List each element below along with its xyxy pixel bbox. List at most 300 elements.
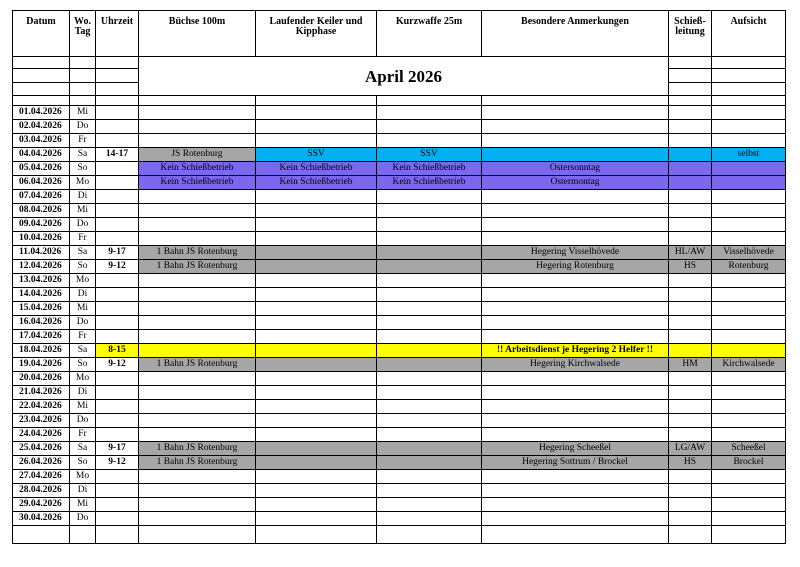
buechse-cell: 1 Bahn JS Rotenburg [139, 456, 256, 470]
keiler-cell: Kein Schießbetrieb [256, 176, 377, 190]
time-cell [96, 106, 139, 120]
schiessleitung-cell: HS [669, 260, 712, 274]
table-row [13, 176, 786, 190]
time-cell [96, 330, 139, 344]
schiessleitung-cell [669, 372, 712, 386]
time-cell: 9-17 [96, 442, 139, 456]
buechse-cell [139, 106, 256, 120]
date-cell: 02.04.2026 [13, 120, 70, 134]
time-cell: 9-17 [96, 246, 139, 260]
note-cell [482, 288, 669, 302]
keiler-cell [256, 204, 377, 218]
table-row [13, 232, 786, 246]
time-cell [96, 176, 139, 190]
day-cell: So [70, 260, 96, 274]
date-cell: 10.04.2026 [13, 232, 70, 246]
empty-cell [70, 526, 96, 544]
header-uhrzeit: Uhrzeit [96, 11, 139, 57]
schiessleitung-cell: HS [669, 456, 712, 470]
day-cell: Sa [70, 148, 96, 162]
note-cell [482, 316, 669, 330]
time-cell [96, 120, 139, 134]
schiessleitung-cell [669, 400, 712, 414]
date-cell: 17.04.2026 [13, 330, 70, 344]
table-row [13, 512, 786, 526]
buechse-cell: JS Rotenburg [139, 148, 256, 162]
table-row [13, 428, 786, 442]
day-cell: Sa [70, 344, 96, 358]
header-datum: Datum [13, 11, 70, 57]
aufsicht-cell [712, 386, 786, 400]
kurzwaffe-cell [377, 274, 482, 288]
time-cell [96, 400, 139, 414]
note-cell [482, 330, 669, 344]
schiessleitung-cell [669, 176, 712, 190]
keiler-cell [256, 190, 377, 204]
buechse-cell [139, 120, 256, 134]
schiessleitung-cell [669, 190, 712, 204]
keiler-cell [256, 456, 377, 470]
buechse-cell [139, 512, 256, 526]
kurzwaffe-cell [377, 218, 482, 232]
day-cell: Mi [70, 204, 96, 218]
time-cell: 9-12 [96, 456, 139, 470]
schiessleitung-cell: LG/AW [669, 442, 712, 456]
keiler-cell [256, 386, 377, 400]
time-cell [96, 414, 139, 428]
date-cell: 11.04.2026 [13, 246, 70, 260]
kurzwaffe-cell [377, 190, 482, 204]
kurzwaffe-cell [377, 232, 482, 246]
buechse-cell [139, 288, 256, 302]
table-row [13, 498, 786, 512]
date-cell: 15.04.2026 [13, 302, 70, 316]
day-cell: Fr [70, 134, 96, 148]
keiler-cell [256, 344, 377, 358]
time-cell [96, 372, 139, 386]
table-row [13, 456, 786, 470]
day-cell: Do [70, 414, 96, 428]
keiler-cell [256, 246, 377, 260]
day-cell: Do [70, 218, 96, 232]
buechse-cell [139, 414, 256, 428]
month-title: April 2026 [139, 57, 669, 96]
schiessleitung-cell [669, 414, 712, 428]
day-cell: So [70, 456, 96, 470]
kurzwaffe-cell [377, 372, 482, 386]
note-cell [482, 372, 669, 386]
note-cell: Ostersonntag [482, 162, 669, 176]
aufsicht-cell [712, 190, 786, 204]
note-cell [482, 386, 669, 400]
buechse-cell [139, 372, 256, 386]
kurzwaffe-cell: SSV [377, 148, 482, 162]
schiessleitung-cell [669, 302, 712, 316]
kurzwaffe-cell [377, 442, 482, 456]
date-cell: 07.04.2026 [13, 190, 70, 204]
note-cell: Hegering Rotenburg [482, 260, 669, 274]
note-cell [482, 302, 669, 316]
time-cell [96, 498, 139, 512]
date-cell: 05.04.2026 [13, 162, 70, 176]
aufsicht-cell [712, 372, 786, 386]
keiler-cell [256, 358, 377, 372]
buechse-cell: Kein Schießbetrieb [139, 176, 256, 190]
date-cell: 14.04.2026 [13, 288, 70, 302]
day-cell: So [70, 162, 96, 176]
note-cell [482, 190, 669, 204]
empty-cell [13, 526, 70, 544]
table-row [13, 372, 786, 386]
time-cell [96, 386, 139, 400]
schiessleitung-cell [669, 148, 712, 162]
aufsicht-cell [712, 288, 786, 302]
buechse-cell [139, 484, 256, 498]
kurzwaffe-cell [377, 456, 482, 470]
keiler-cell [256, 414, 377, 428]
empty-cell [669, 526, 712, 544]
keiler-cell: SSV [256, 148, 377, 162]
table-row [13, 400, 786, 414]
date-cell: 08.04.2026 [13, 204, 70, 218]
keiler-cell [256, 428, 377, 442]
date-cell: 29.04.2026 [13, 498, 70, 512]
day-cell: Fr [70, 330, 96, 344]
keiler-cell [256, 330, 377, 344]
day-cell: Mi [70, 498, 96, 512]
aufsicht-cell: Kirchwalsede [712, 358, 786, 372]
day-cell: So [70, 358, 96, 372]
table-row [13, 344, 786, 358]
day-cell: Mi [70, 106, 96, 120]
table-row [13, 106, 786, 120]
time-cell [96, 484, 139, 498]
header-schiessleitung: Schieß- leitung [669, 11, 712, 57]
aufsicht-cell [712, 232, 786, 246]
schiessleitung-cell [669, 218, 712, 232]
aufsicht-cell [712, 218, 786, 232]
date-cell: 01.04.2026 [13, 106, 70, 120]
header-keiler: Laufender Keiler und Kipphase [256, 11, 377, 57]
schiessleitung-cell: HL/AW [669, 246, 712, 260]
aufsicht-cell [712, 428, 786, 442]
table-row [13, 470, 786, 484]
kurzwaffe-cell [377, 134, 482, 148]
kurzwaffe-cell [377, 120, 482, 134]
aufsicht-cell [712, 120, 786, 134]
date-cell: 04.04.2026 [13, 148, 70, 162]
date-cell: 13.04.2026 [13, 274, 70, 288]
aufsicht-cell [712, 498, 786, 512]
buechse-cell [139, 134, 256, 148]
schiessleitung-cell [669, 134, 712, 148]
kurzwaffe-cell [377, 400, 482, 414]
buechse-cell [139, 274, 256, 288]
keiler-cell [256, 218, 377, 232]
table-row [13, 330, 786, 344]
time-cell: 8-15 [96, 344, 139, 358]
buechse-cell: Kein Schießbetrieb [139, 162, 256, 176]
table-row [13, 358, 786, 372]
buechse-cell: 1 Bahn JS Rotenburg [139, 358, 256, 372]
schiessleitung-cell [669, 386, 712, 400]
kurzwaffe-cell [377, 470, 482, 484]
empty-cell [256, 526, 377, 544]
table-row [13, 162, 786, 176]
note-cell [482, 428, 669, 442]
trailing-row [13, 526, 786, 544]
day-cell: Do [70, 512, 96, 526]
aufsicht-cell [712, 484, 786, 498]
aufsicht-cell [712, 512, 786, 526]
table-row [13, 246, 786, 260]
note-cell [482, 498, 669, 512]
buechse-cell [139, 302, 256, 316]
date-cell: 16.04.2026 [13, 316, 70, 330]
schiessleitung-cell [669, 484, 712, 498]
note-cell [482, 120, 669, 134]
time-cell [96, 470, 139, 484]
aufsicht-cell [712, 204, 786, 218]
buechse-cell: 1 Bahn JS Rotenburg [139, 246, 256, 260]
time-cell: 9-12 [96, 260, 139, 274]
keiler-cell [256, 134, 377, 148]
day-cell: Fr [70, 232, 96, 246]
kurzwaffe-cell [377, 246, 482, 260]
title-row [13, 57, 786, 69]
table-row [13, 302, 786, 316]
table-row [13, 274, 786, 288]
table-row [13, 218, 786, 232]
table-row [13, 190, 786, 204]
schiessleitung-cell [669, 162, 712, 176]
schiessleitung-cell [669, 232, 712, 246]
date-cell: 06.04.2026 [13, 176, 70, 190]
schiessleitung-cell: HM [669, 358, 712, 372]
table-row [13, 260, 786, 274]
kurzwaffe-cell: Kein Schießbetrieb [377, 162, 482, 176]
day-cell: Sa [70, 246, 96, 260]
time-cell [96, 274, 139, 288]
buechse-cell [139, 232, 256, 246]
empty-cell [712, 526, 786, 544]
schiessleitung-cell [669, 344, 712, 358]
date-cell: 22.04.2026 [13, 400, 70, 414]
note-cell: Ostermontag [482, 176, 669, 190]
time-cell [96, 218, 139, 232]
date-cell: 23.04.2026 [13, 414, 70, 428]
day-cell: Mo [70, 372, 96, 386]
table-row [13, 442, 786, 456]
kurzwaffe-cell [377, 344, 482, 358]
date-cell: 28.04.2026 [13, 484, 70, 498]
kurzwaffe-cell [377, 428, 482, 442]
schiessleitung-cell [669, 512, 712, 526]
day-cell: Mo [70, 274, 96, 288]
spacer-row [13, 96, 786, 106]
buechse-cell [139, 330, 256, 344]
keiler-cell [256, 372, 377, 386]
time-cell [96, 288, 139, 302]
note-cell [482, 512, 669, 526]
day-cell: Fr [70, 428, 96, 442]
note-cell: Hegering Visselhövede [482, 246, 669, 260]
table-row [13, 120, 786, 134]
schiessleitung-cell [669, 428, 712, 442]
schiessleitung-cell [669, 316, 712, 330]
date-cell: 19.04.2026 [13, 358, 70, 372]
buechse-cell [139, 470, 256, 484]
keiler-cell [256, 288, 377, 302]
kurzwaffe-cell [377, 330, 482, 344]
header-aufsicht: Aufsicht [712, 11, 786, 57]
buechse-cell [139, 316, 256, 330]
table-row [13, 204, 786, 218]
date-cell: 21.04.2026 [13, 386, 70, 400]
keiler-cell [256, 400, 377, 414]
aufsicht-cell: Visselhövede [712, 246, 786, 260]
buechse-cell [139, 204, 256, 218]
schiessleitung-cell [669, 274, 712, 288]
aufsicht-cell [712, 470, 786, 484]
table-row [13, 288, 786, 302]
kurzwaffe-cell [377, 484, 482, 498]
buechse-cell [139, 344, 256, 358]
day-cell: Mi [70, 302, 96, 316]
aufsicht-cell [712, 330, 786, 344]
kurzwaffe-cell [377, 260, 482, 274]
table-row [13, 148, 786, 162]
kurzwaffe-cell [377, 288, 482, 302]
empty-cell [377, 526, 482, 544]
schiessleitung-cell [669, 120, 712, 134]
empty-cell [482, 526, 669, 544]
time-cell [96, 302, 139, 316]
aufsicht-cell [712, 316, 786, 330]
aufsicht-cell [712, 176, 786, 190]
buechse-cell: 1 Bahn JS Rotenburg [139, 442, 256, 456]
kurzwaffe-cell [377, 358, 482, 372]
aufsicht-cell [712, 400, 786, 414]
table-row [13, 386, 786, 400]
keiler-cell [256, 498, 377, 512]
keiler-cell [256, 302, 377, 316]
day-cell: Mi [70, 400, 96, 414]
day-cell: Di [70, 288, 96, 302]
schiessleitung-cell [669, 470, 712, 484]
date-cell: 30.04.2026 [13, 512, 70, 526]
time-cell [96, 162, 139, 176]
table-row [13, 316, 786, 330]
note-cell [482, 400, 669, 414]
aufsicht-cell [712, 414, 786, 428]
kurzwaffe-cell [377, 302, 482, 316]
empty-cell [139, 526, 256, 544]
day-cell: Mo [70, 470, 96, 484]
keiler-cell [256, 442, 377, 456]
keiler-cell [256, 106, 377, 120]
day-cell: Di [70, 190, 96, 204]
time-cell [96, 316, 139, 330]
note-cell [482, 148, 669, 162]
note-cell [482, 204, 669, 218]
kurzwaffe-cell: Kein Schießbetrieb [377, 176, 482, 190]
day-cell: Do [70, 316, 96, 330]
note-cell: Hegering Sottrum / Brockel [482, 456, 669, 470]
note-cell [482, 274, 669, 288]
date-cell: 25.04.2026 [13, 442, 70, 456]
buechse-cell [139, 428, 256, 442]
kurzwaffe-cell [377, 414, 482, 428]
header-anmerkungen: Besondere Anmerkungen [482, 11, 669, 57]
keiler-cell [256, 260, 377, 274]
date-cell: 09.04.2026 [13, 218, 70, 232]
schiessleitung-cell [669, 106, 712, 120]
keiler-cell: Kein Schießbetrieb [256, 162, 377, 176]
buechse-cell [139, 190, 256, 204]
day-cell: Di [70, 484, 96, 498]
buechse-cell [139, 218, 256, 232]
date-cell: 20.04.2026 [13, 372, 70, 386]
aufsicht-cell: Rotenburg [712, 260, 786, 274]
day-cell: Di [70, 386, 96, 400]
header-wotag: Wo. Tag [70, 11, 96, 57]
time-cell: 14-17 [96, 148, 139, 162]
note-cell [482, 106, 669, 120]
kurzwaffe-cell [377, 386, 482, 400]
schiessleitung-cell [669, 330, 712, 344]
day-cell: Mo [70, 176, 96, 190]
time-cell: 9-12 [96, 358, 139, 372]
note-cell: !! Arbeitsdienst je Hegering 2 Helfer !! [482, 344, 669, 358]
note-cell: Hegering Kirchwalsede [482, 358, 669, 372]
header-row [13, 11, 786, 57]
keiler-cell [256, 316, 377, 330]
aufsicht-cell: selbst [712, 148, 786, 162]
day-cell: Sa [70, 442, 96, 456]
date-cell: 18.04.2026 [13, 344, 70, 358]
table-row [13, 134, 786, 148]
kurzwaffe-cell [377, 316, 482, 330]
date-cell: 24.04.2026 [13, 428, 70, 442]
keiler-cell [256, 484, 377, 498]
schedule-table [12, 10, 786, 544]
aufsicht-cell [712, 134, 786, 148]
date-cell: 03.04.2026 [13, 134, 70, 148]
header-kurzwaffe: Kurzwaffe 25m [377, 11, 482, 57]
day-cell: Do [70, 120, 96, 134]
empty-cell [96, 526, 139, 544]
keiler-cell [256, 120, 377, 134]
keiler-cell [256, 470, 377, 484]
date-cell: 26.04.2026 [13, 456, 70, 470]
aufsicht-cell [712, 344, 786, 358]
table-row [13, 484, 786, 498]
aufsicht-cell: Brockel [712, 456, 786, 470]
keiler-cell [256, 232, 377, 246]
kurzwaffe-cell [377, 204, 482, 218]
aufsicht-cell [712, 302, 786, 316]
keiler-cell [256, 512, 377, 526]
date-cell: 12.04.2026 [13, 260, 70, 274]
time-cell [96, 204, 139, 218]
buechse-cell [139, 498, 256, 512]
header-buechse: Büchse 100m [139, 11, 256, 57]
aufsicht-cell [712, 106, 786, 120]
note-cell [482, 232, 669, 246]
note-cell [482, 414, 669, 428]
aufsicht-cell: Scheeßel [712, 442, 786, 456]
